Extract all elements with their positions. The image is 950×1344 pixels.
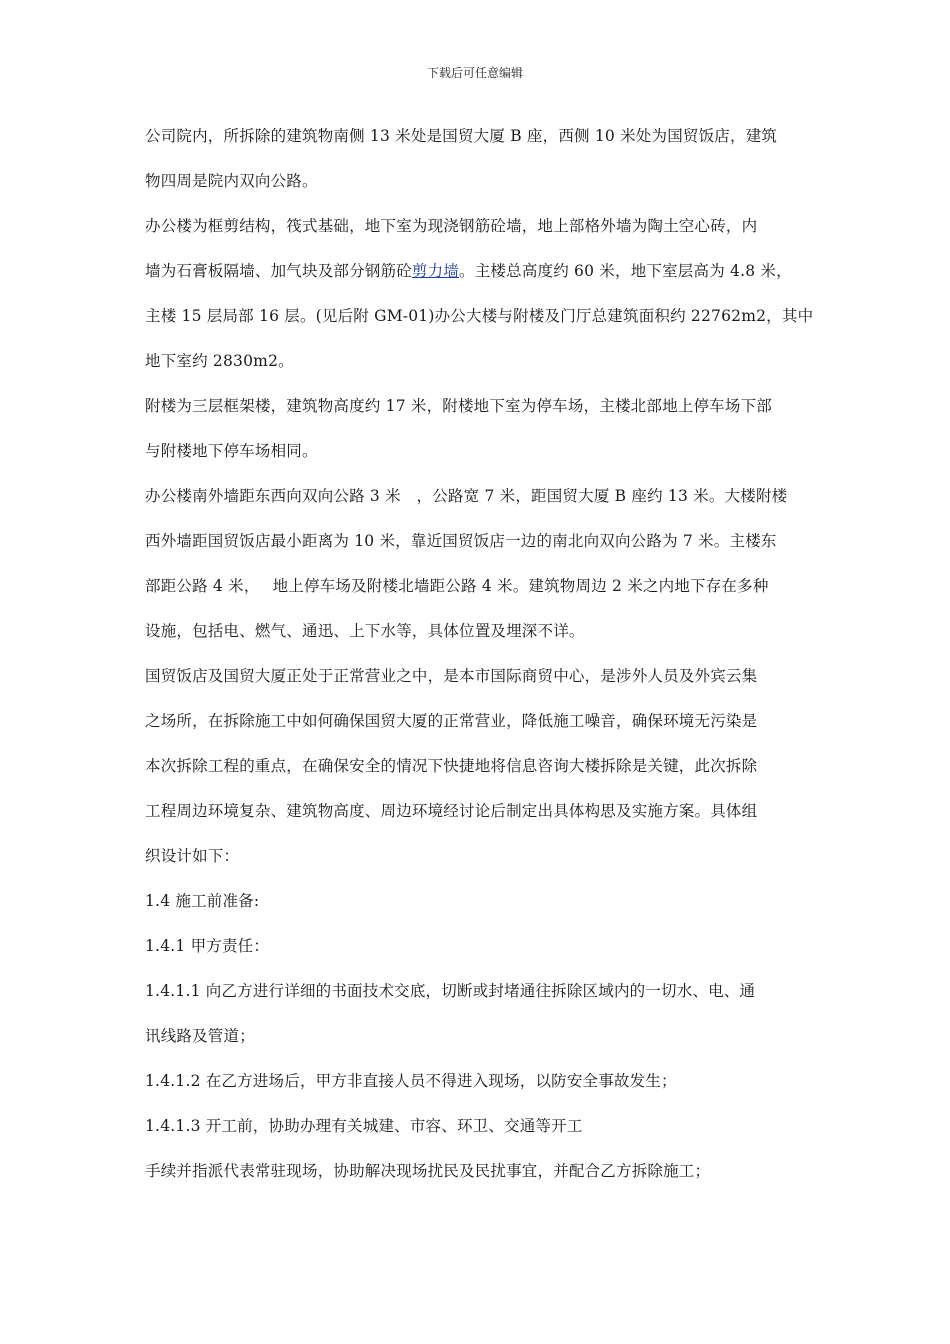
text-line: 物四周是院内双向公路。 [145,172,318,190]
text-line: 办公楼南外墙距东西向双向公路 3 米 ，公路宽 7 米，距国贸大厦 B 座约 13 米。大楼附楼 [145,487,788,505]
text-line: 附楼为三层框架楼，建筑物高度约 17 米，附楼地下室为停车场，主楼北部地上停车场下部 [145,397,772,415]
shear-wall-link[interactable]: 剪力墙 [411,262,460,280]
text-line: 地下室约 2830m2。 [145,352,294,370]
text-line: 公司院内，所拆除的建筑物南侧 13 米处是国贸大厦 B 座，西侧 10 米处为国贸饭店，建筑 [145,127,778,145]
page-header: 下载后可任意编辑 [426,66,523,80]
section-heading: 1.4.1 甲方责任： [145,937,270,955]
text-line: 1.4.1.2 在乙方进场后，甲方非直接人员不得进入现场，以防安全事故发生； [145,1072,677,1090]
text-line: 1.4.1.1 向乙方进行详细的书面技术交底，切断或封堵通往拆除区域内的一切水、电、通 [145,982,756,1000]
text-line: 本次拆除工程的重点，在确保安全的情况下快捷地将信息咨询大楼拆除是关键，此次拆除 [145,757,758,775]
text-line: 织设计如下： [145,847,240,865]
section-heading: 1.4 施工前准备: [145,892,260,910]
text-line: 与附楼地下停车场相同。 [145,442,318,460]
text-segment: 。主楼总高度约 60 米，地下室层高为 4.8 米， [459,262,792,280]
text-line: 办公楼为框剪结构，筏式基础，地下室为现浇钢筋砼墙，地上部格外墙为陶土空心砖，内 [145,217,758,235]
text-line: 讯线路及管道； [145,1027,255,1045]
text-line [145,261,792,281]
text-line: 设施，包括电、燃气、通迅、上下水等，具体位置及埋深不详。 [145,622,585,640]
text-line: 国贸饭店及国贸大厦正处于正常营业之中，是本市国际商贸中心，是涉外人员及外宾云集 [145,667,758,685]
text-line: 1.4.1.3 开工前，协助办理有关城建、市容、环卫、交通等开工 [145,1117,583,1135]
text-line: 工程周边环境复杂、建筑物高度、周边环境经讨论后制定出具体构思及实施方案。具体组 [145,802,758,820]
text-segment: 墙为石膏板隔墙、加气块及部分钢筋砼 [145,262,412,280]
text-line: 之场所，在拆除施工中如何确保国贸大厦的正常营业，降低施工噪音，确保环境无污染是 [145,712,758,730]
text-line: 部距公路 4 米， 地上停车场及附楼北墙距公路 4 米。建筑物周边 2 米之内地下存在多种 [145,577,769,595]
text-line: 主楼 15 层局部 16 层。(见后附 GM-01)办公大楼与附楼及门厅总建筑面积约 22762m2，其中 [145,307,814,325]
text-line: 西外墙距国贸饭店最小距离为 10 米，靠近国贸饭店一边的南北向双向公路为 7 米。主楼东 [145,532,777,550]
text-line: 手续并指派代表常驻现场，协助解决现场扰民及民扰事宜，并配合乙方拆除施工； [145,1162,711,1180]
